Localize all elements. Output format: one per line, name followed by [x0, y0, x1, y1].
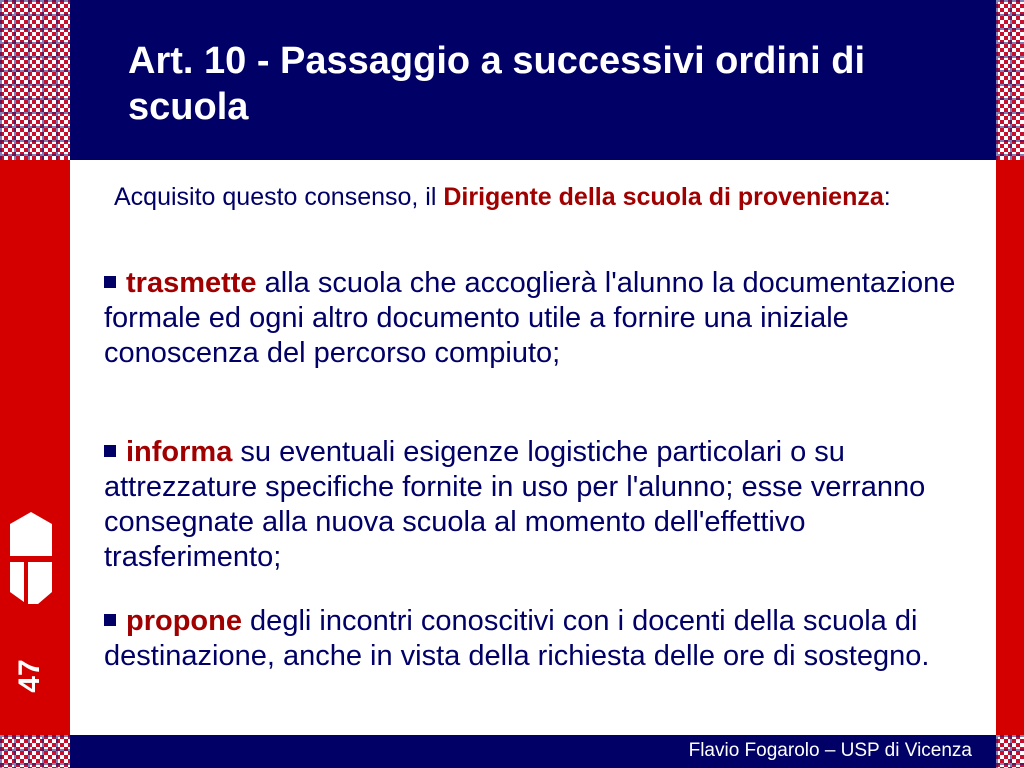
footer-credit: Flavio Fogarolo – USP di Vicenza [688, 740, 972, 761]
slide-number: 47 [13, 659, 46, 693]
intro-text: Acquisito questo consenso, il [114, 183, 444, 211]
checker-pattern-bottom-right [996, 735, 1024, 768]
bullet-square-icon [104, 445, 116, 457]
right-red-band [996, 160, 1024, 735]
slide-title: Art. 10 - Passaggio a successivi ordini di scuola [128, 40, 866, 128]
bullet-keyword: propone [126, 605, 242, 637]
bullet-text: su eventuali esigenze logistiche particolari o su attrezzature specifiche fornite in uso per l'alunno; esse verranno consegnate alla nuova scuola al momento dell'effettivo trasferimento; [104, 436, 926, 573]
bullet-item [104, 435, 990, 575]
checker-pattern-top-right [996, 0, 1024, 160]
bullet-keyword: informa [126, 436, 233, 468]
intro-paragraph [108, 180, 968, 214]
intro-highlight: Dirigente della scuola di provenienza [443, 183, 884, 211]
bullet-item [104, 604, 990, 674]
checker-pattern-bottom-left [0, 735, 70, 768]
bullet-text: degli incontri conoscitivi con i docenti della scuola di destinazione, anche in vista della richiesta delle ore di sostegno. [104, 605, 930, 672]
bullet-square-icon [104, 614, 116, 626]
bullet-text: alla scuola che accoglierà l'alunno la documentazione formale ed ogni altro documento utile a fornire una iniziale conoscenza del percorso compiuto; [104, 267, 956, 369]
intro-colon: : [883, 183, 891, 211]
bullet-keyword: trasmette [126, 267, 257, 299]
bullet-square-icon [104, 276, 116, 288]
bullet-item [104, 266, 990, 371]
side-logo-icon [10, 512, 52, 604]
left-red-band [0, 160, 70, 735]
checker-pattern-top-left [0, 0, 70, 160]
